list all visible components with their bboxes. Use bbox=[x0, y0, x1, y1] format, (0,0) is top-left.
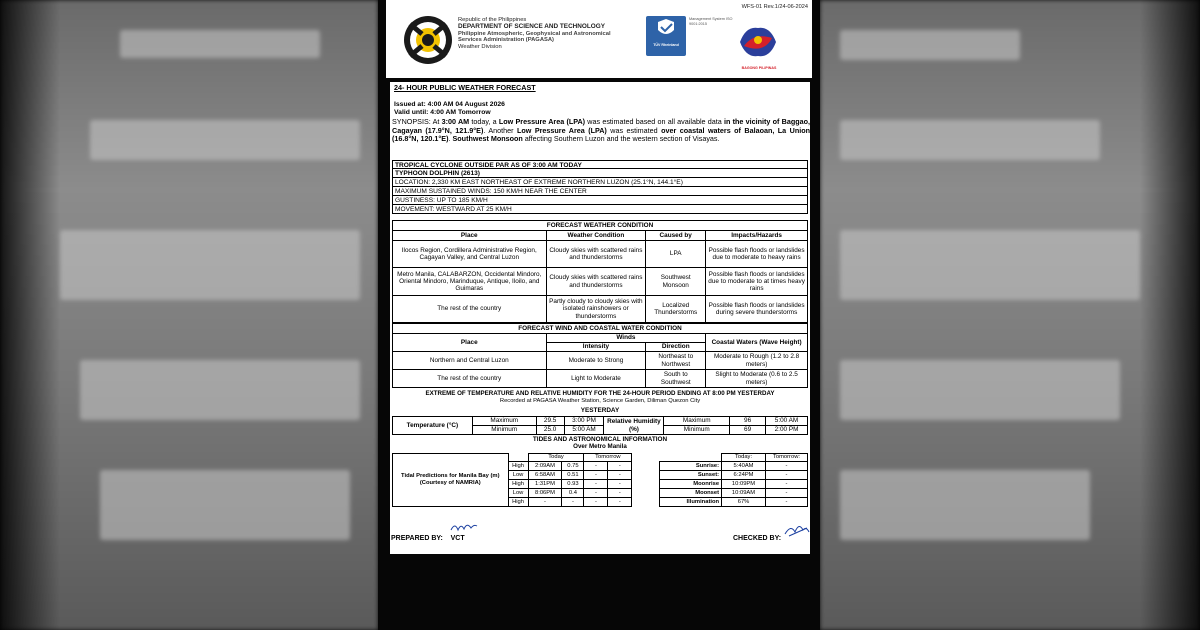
astro-tomorrow-header: Tomorrow: bbox=[765, 454, 807, 462]
tide-height-today: 0.93 bbox=[562, 480, 584, 489]
document-title: 24- HOUR PUBLIC WEATHER FORECAST bbox=[394, 83, 536, 92]
tide-height-today: 0.75 bbox=[562, 462, 584, 471]
tide-type: High bbox=[508, 480, 528, 489]
wind-heading: FORECAST WIND AND COASTAL WATER CONDITION bbox=[393, 324, 808, 334]
astro-tomorrow: - bbox=[765, 462, 807, 471]
forecast-cause: Southwest Monsoon bbox=[646, 268, 706, 296]
synopsis-paragraph: SYNOPSIS: At 3:00 AM today, a Low Pressure Area (LPA) was estimated based on all available data in the vicinity of Baggao, Cagayan (17.9°N, 121.9°E). Another Low Pressure Area (LPA) was estimated over coastal waters of Balaoan, La Union (16.8°N, 120.1°E). Southwest Monsoon affecting Southern Luzon and the western section of Visayas. bbox=[392, 117, 810, 143]
tide-time-today: 6:58AM bbox=[528, 471, 562, 480]
tide-height-today: 0.4 bbox=[562, 489, 584, 498]
forecast-cause: LPA bbox=[646, 241, 706, 268]
temp-min-time: 5:00 AM bbox=[564, 426, 604, 435]
tide-time-tomorrow: - bbox=[584, 498, 608, 507]
forecast-impact: Possible flash floods or landslides due to moderate to at times heavy rains bbox=[706, 268, 808, 296]
tide-time-today: 1:31PM bbox=[528, 480, 562, 489]
astro-label: Sunset: bbox=[660, 471, 722, 480]
tide-time-today: - bbox=[528, 498, 562, 507]
tide-time-tomorrow: - bbox=[584, 489, 608, 498]
agency-pagasa-line2: Services Administration (PAGASA) bbox=[458, 37, 554, 44]
cyclone-location: LOCATION: 2,330 KM EAST NORTHEAST OF EXTREME NORTHERN LUZON (25.1°N, 144.1°E) bbox=[392, 178, 808, 187]
tides-heading: TIDES AND ASTRONOMICAL INFORMATION bbox=[532, 436, 668, 443]
astro-today: 67% bbox=[722, 498, 766, 507]
preparer-signature-icon bbox=[449, 520, 479, 536]
rh-min-label: Minimum bbox=[664, 426, 730, 435]
temp-max-time: 3:00 PM bbox=[564, 417, 604, 426]
cyclone-name: TYPHOON DOLPHIN (2613) bbox=[392, 169, 808, 178]
bagong-pilipinas-label: BAGONG PILIPINAS bbox=[741, 66, 777, 70]
tides-table bbox=[392, 453, 808, 507]
cyclone-movement: MOVEMENT: WESTWARD AT 25 KM/H bbox=[392, 205, 808, 214]
iso-certification-text: Management System ISO 9001:2015 bbox=[689, 17, 733, 26]
forecast-weather: Cloudy skies with scattered rains and thunderstorms bbox=[546, 241, 646, 268]
forecast-heading: FORECAST WEATHER CONDITION bbox=[393, 221, 808, 231]
forecast-cause: Localized Thunderstorms bbox=[646, 296, 706, 323]
table-row bbox=[393, 352, 808, 370]
agency-division: Weather Division bbox=[458, 44, 502, 51]
tides-today-header: Today bbox=[528, 454, 584, 462]
forecast-place: Metro Manila, CALABARZON, Occidental Mindoro, Oriental Mindoro, Marinduque, Antique, Iloilo, and Guimaras bbox=[393, 268, 547, 296]
wind-col-direction: Direction bbox=[646, 343, 706, 352]
tide-height-tomorrow: - bbox=[608, 480, 632, 489]
forecast-col-impact: Impacts/Hazards bbox=[706, 231, 808, 241]
extremes-yesterday: YESTERDAY bbox=[580, 407, 620, 414]
tide-time-tomorrow: - bbox=[584, 480, 608, 489]
wind-intensity: Moderate to Strong bbox=[546, 352, 646, 370]
tide-height-today: - bbox=[562, 498, 584, 507]
pagasa-seal-icon bbox=[402, 14, 454, 66]
tidal-predictions-label: Tidal Predictions for Manila Bay (m) (Courtesy of NAMRIA) bbox=[393, 454, 509, 507]
forecast-place: Ilocos Region, Cordillera Administrative Region, Cagayan Valley, and Central Luzon bbox=[393, 241, 547, 268]
wind-direction: South to Southwest bbox=[646, 370, 706, 388]
wind-col-place: Place bbox=[393, 334, 547, 352]
wind-coastal: Slight to Moderate (0.6 to 2.5 meters) bbox=[706, 370, 808, 388]
forecast-weather-table bbox=[392, 220, 808, 323]
wind-place: The rest of the country bbox=[393, 370, 547, 388]
astro-label: Illumination bbox=[660, 498, 722, 507]
tide-height-today: 0.51 bbox=[562, 471, 584, 480]
astro-today: 5:40AM bbox=[722, 462, 766, 471]
astro-today: 10:09AM bbox=[722, 489, 766, 498]
astro-label: Moonrise bbox=[660, 480, 722, 489]
wind-coastal-table bbox=[392, 323, 808, 388]
wind-intensity: Light to Moderate bbox=[546, 370, 646, 388]
prepared-by-label: PREPARED BY: bbox=[391, 535, 443, 542]
astro-tomorrow: - bbox=[765, 480, 807, 489]
astro-today-header: Today: bbox=[722, 454, 766, 462]
tide-time-today: 2:09AM bbox=[528, 462, 562, 471]
wind-place: Northern and Central Luzon bbox=[393, 352, 547, 370]
cyclone-heading: TROPICAL CYCLONE OUTSIDE PAR AS OF 3:00 AM TODAY bbox=[392, 160, 808, 169]
agency-department: DEPARTMENT OF SCIENCE AND TECHNOLOGY bbox=[458, 22, 605, 30]
rh-max-label: Maximum bbox=[664, 417, 730, 426]
tides-tomorrow-header: Tomorrow bbox=[584, 454, 632, 462]
prepared-by-initials: VCT bbox=[450, 535, 465, 542]
checked-by-label: CHECKED BY: bbox=[733, 535, 782, 542]
tide-type: High bbox=[508, 498, 528, 507]
astro-tomorrow: - bbox=[765, 498, 807, 507]
prepared-by bbox=[391, 535, 465, 542]
forecast-place: The rest of the country bbox=[393, 296, 547, 323]
tide-height-tomorrow: - bbox=[608, 471, 632, 480]
temp-max-value: 29.5 bbox=[536, 417, 564, 426]
temp-min-label: Minimum bbox=[472, 426, 536, 435]
table-row bbox=[393, 296, 808, 323]
temp-max-label: Maximum bbox=[472, 417, 536, 426]
extremes-heading: EXTREME OF TEMPERATURE AND RELATIVE HUMIDITY FOR THE 24-HOUR PERIOD ENDING AT 8:00 PM YESTERDAY bbox=[425, 390, 775, 397]
astro-today: 10:09PM bbox=[722, 480, 766, 489]
forecast-weather: Partly cloudy to cloudy skies with isolated rainshowers or thunderstorms bbox=[546, 296, 646, 323]
iso-certification-badge-icon: TÜV Rheinland bbox=[646, 16, 686, 56]
forecast-col-place: Place bbox=[393, 231, 547, 241]
tide-height-tomorrow: - bbox=[608, 498, 632, 507]
wind-col-intensity: Intensity bbox=[546, 343, 646, 352]
rh-max-value: 96 bbox=[730, 417, 766, 426]
wind-col-winds: Winds bbox=[546, 334, 706, 343]
temperature-label: Temperature (°C) bbox=[393, 417, 473, 435]
agency-name-block bbox=[458, 17, 668, 51]
humidity-label: Relative Humidity (%) bbox=[604, 417, 664, 435]
astro-label: Sunrise: bbox=[660, 462, 722, 471]
tide-time-tomorrow: - bbox=[584, 471, 608, 480]
extremes-recorded-at: Recorded at PAGASA Weather Station, Science Garden, Diliman Quezon City bbox=[499, 398, 701, 404]
tide-type: High bbox=[508, 462, 528, 471]
rh-min-value: 69 bbox=[730, 426, 766, 435]
valid-until: Valid until: 4:00 AM Tomorrow bbox=[394, 109, 491, 116]
table-row bbox=[393, 241, 808, 268]
forecast-weather: Cloudy skies with scattered rains and thunderstorms bbox=[546, 268, 646, 296]
issued-time: Issued at: 4:00 AM 04 August 2026 bbox=[394, 101, 505, 108]
wind-direction: Northeast to Northwest bbox=[646, 352, 706, 370]
vignette-left bbox=[0, 0, 60, 630]
wind-col-coastal: Coastal Waters (Wave Height) bbox=[706, 334, 808, 352]
form-code: WFS-01 Rev.1/24-06-2024 bbox=[741, 4, 808, 10]
forecast-impact: Possible flash floods or landslides due to moderate to heavy rains bbox=[706, 241, 808, 268]
forecast-col-cause: Caused by bbox=[646, 231, 706, 241]
cyclone-gustiness: GUSTINESS: UP TO 185 KM/H bbox=[392, 196, 808, 205]
astro-tomorrow: - bbox=[765, 489, 807, 498]
rh-min-time: 2:00 PM bbox=[766, 426, 808, 435]
tide-height-tomorrow: - bbox=[608, 489, 632, 498]
tide-height-tomorrow: - bbox=[608, 462, 632, 471]
tide-type: Low bbox=[508, 471, 528, 480]
astro-label: Moonset bbox=[660, 489, 722, 498]
agency-pagasa-line1: Philippine Atmospheric, Geophysical and Astronomical bbox=[458, 30, 611, 37]
table-row bbox=[393, 370, 808, 388]
cyclone-max-winds: MAXIMUM SUSTAINED WINDS: 150 KM/H NEAR THE CENTER bbox=[392, 187, 808, 196]
extremes-table bbox=[392, 416, 808, 435]
forecast-impact: Possible flash floods or landslides during severe thunderstorms bbox=[706, 296, 808, 323]
forecast-col-weather: Weather Condition bbox=[546, 231, 646, 241]
table-row bbox=[393, 268, 808, 296]
checker-signature-icon bbox=[783, 520, 811, 540]
vignette-right bbox=[1140, 0, 1200, 630]
tides-subheading: Over Metro Manila bbox=[573, 443, 627, 450]
temp-min-value: 25.0 bbox=[536, 426, 564, 435]
tide-time-today: 8:06PM bbox=[528, 489, 562, 498]
wind-coastal: Moderate to Rough (1.2 to 2.8 meters) bbox=[706, 352, 808, 370]
tide-time-tomorrow: - bbox=[584, 462, 608, 471]
tide-type: Low bbox=[508, 489, 528, 498]
bagong-pilipinas-logo-icon bbox=[734, 18, 782, 66]
agency-republic: Republic of the Philippines bbox=[458, 17, 527, 23]
astro-tomorrow: - bbox=[765, 471, 807, 480]
astro-today: 6:24PM bbox=[722, 471, 766, 480]
rh-max-time: 5:00 AM bbox=[766, 417, 808, 426]
